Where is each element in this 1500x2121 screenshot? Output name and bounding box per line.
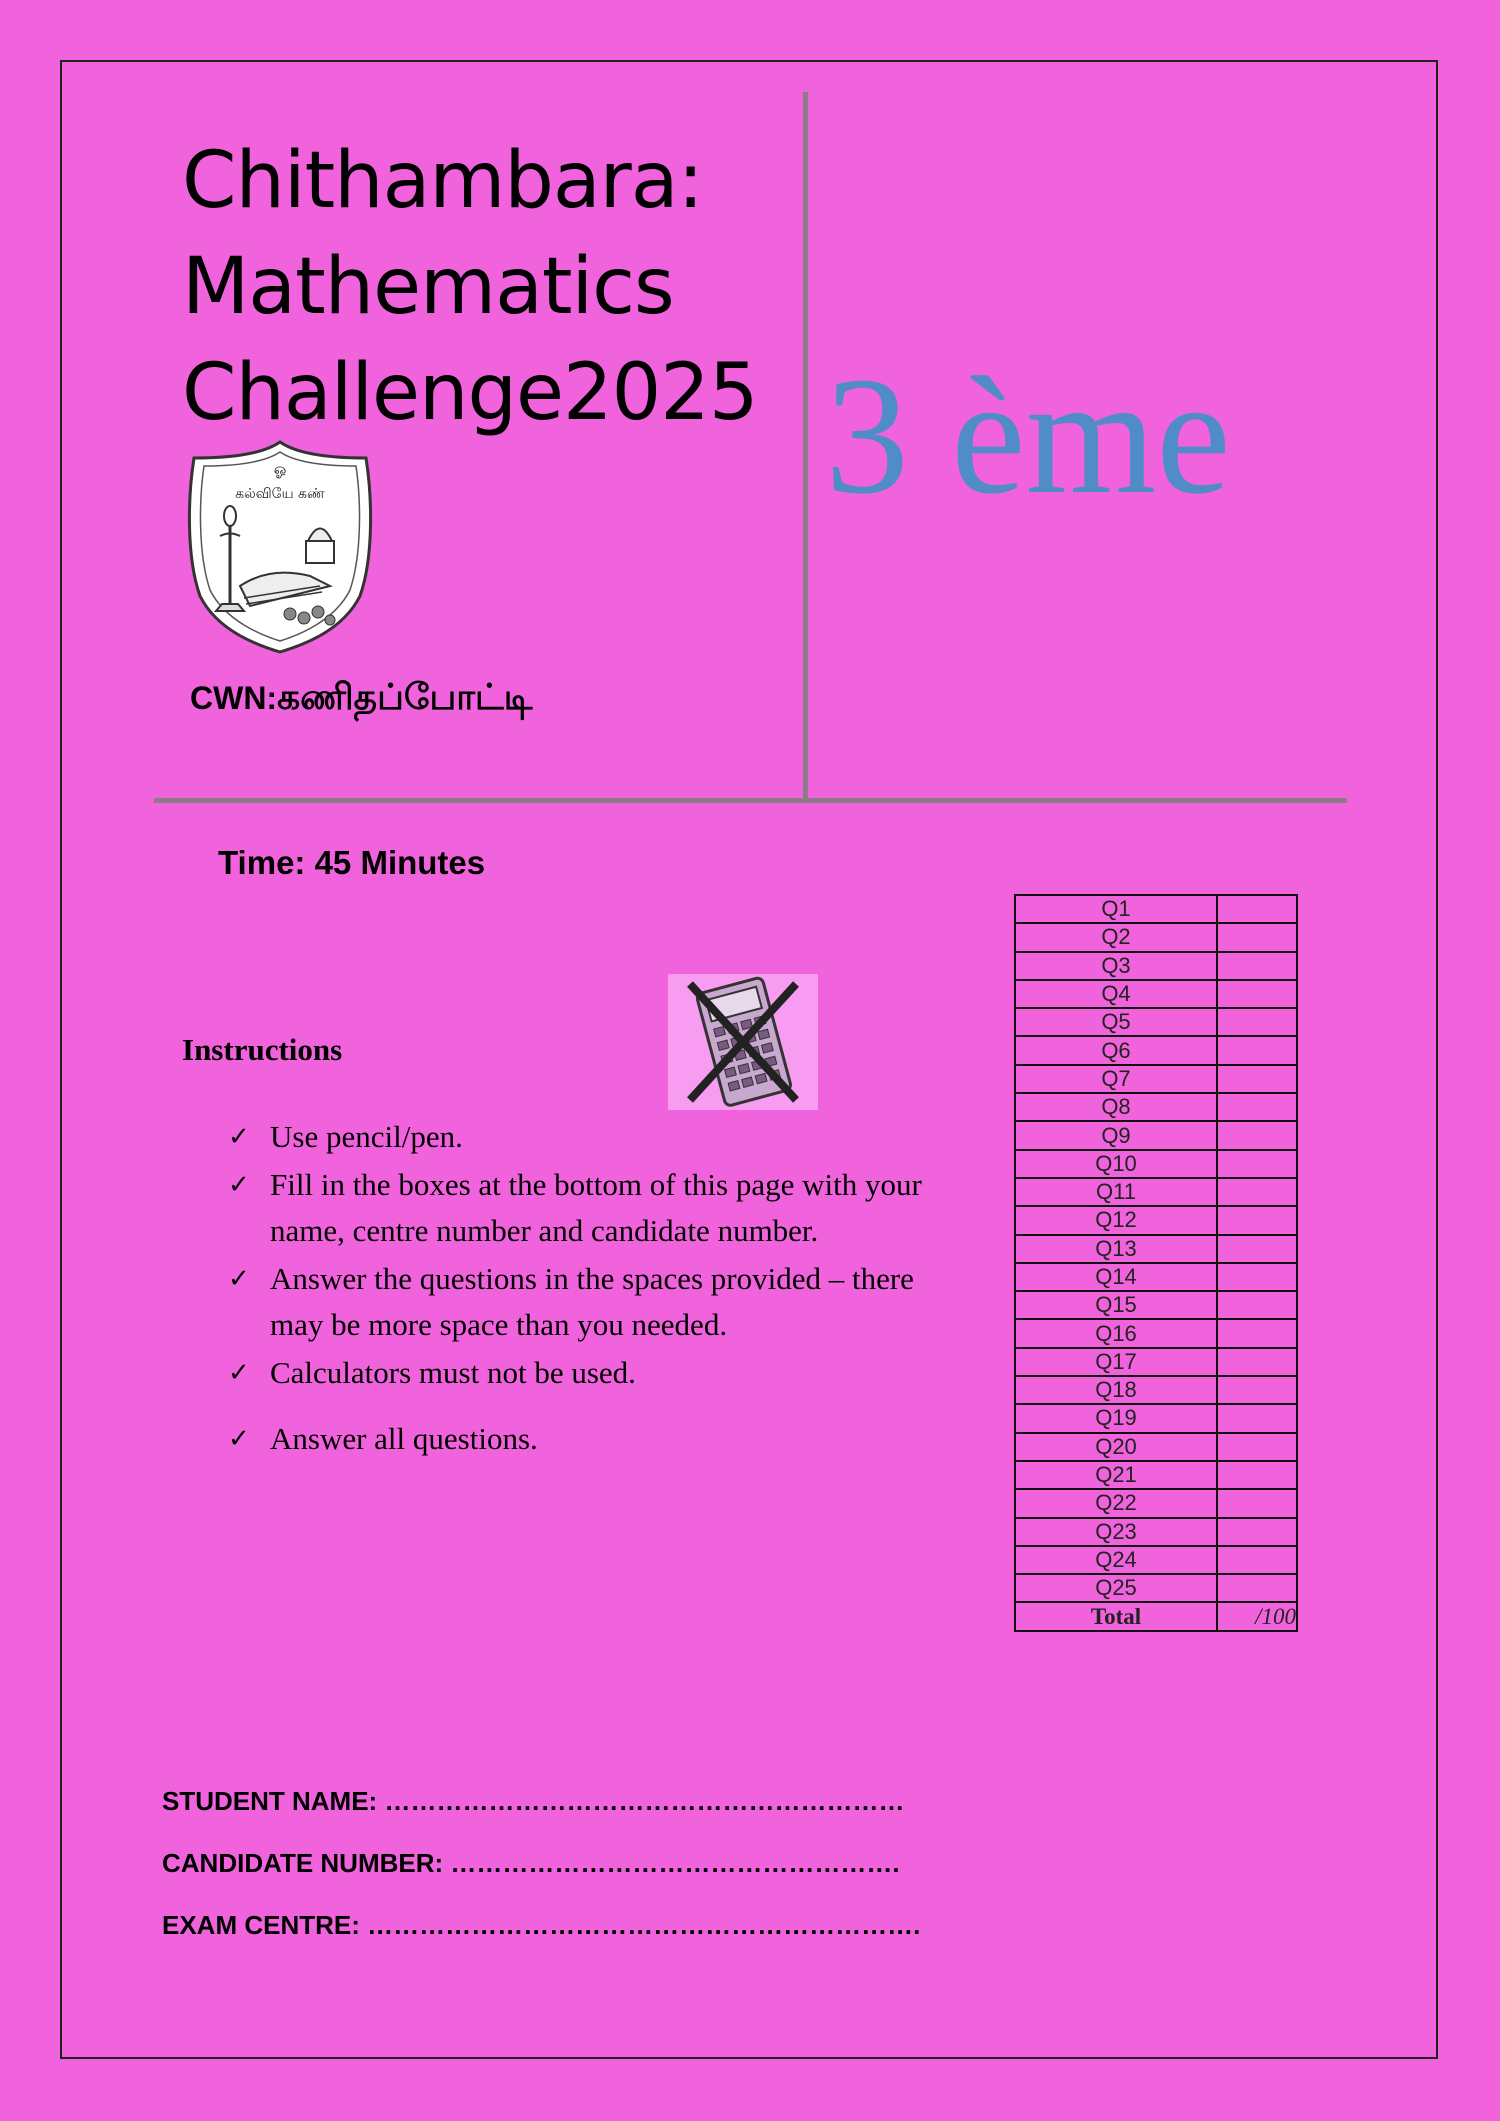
mark-box[interactable] <box>1217 1008 1297 1036</box>
instruction-item: ✓ Answer all questions. <box>228 1416 968 1462</box>
marks-row <box>1015 1376 1297 1404</box>
marks-row <box>1015 1546 1297 1574</box>
mark-box[interactable] <box>1217 1574 1297 1602</box>
question-label: Q21 <box>1015 1461 1217 1489</box>
question-label: Q24 <box>1015 1546 1217 1574</box>
exam-centre-field[interactable] <box>162 1910 920 1941</box>
marks-row <box>1015 1489 1297 1517</box>
marks-row <box>1015 980 1297 1008</box>
title-line-2: Mathematics <box>182 242 674 332</box>
marks-row <box>1015 1093 1297 1121</box>
checkmark-icon: ✓ <box>228 1264 250 1294</box>
cwn-prefix: CWN: <box>190 680 278 716</box>
school-crest-logo <box>180 436 380 656</box>
mark-box[interactable] <box>1217 1404 1297 1432</box>
mark-box[interactable] <box>1217 895 1297 923</box>
question-label: Q20 <box>1015 1433 1217 1461</box>
marks-row <box>1015 1348 1297 1376</box>
svg-text:கல்வியே கண்: கல்வியே கண் <box>235 486 325 502</box>
mark-box[interactable] <box>1217 1036 1297 1064</box>
mark-box[interactable] <box>1217 1546 1297 1574</box>
total-label: Total <box>1015 1602 1217 1630</box>
exam-centre-label: EXAM CENTRE: <box>162 1910 360 1940</box>
question-label: Q17 <box>1015 1348 1217 1376</box>
mark-box[interactable] <box>1217 1235 1297 1263</box>
svg-text:ஓ: ஓ <box>273 460 287 478</box>
marks-row <box>1015 1319 1297 1347</box>
marks-row <box>1015 1206 1297 1234</box>
marks-table <box>1014 894 1298 1632</box>
checkmark-icon: ✓ <box>228 1424 250 1454</box>
mark-box[interactable] <box>1217 1291 1297 1319</box>
cwn-tamil-text: கணிதப்போட்டி <box>277 676 533 717</box>
marks-row <box>1015 1178 1297 1206</box>
instructions-list <box>228 1114 968 1464</box>
question-label: Q14 <box>1015 1263 1217 1291</box>
question-label: Q19 <box>1015 1404 1217 1432</box>
mark-box[interactable] <box>1217 1093 1297 1121</box>
header-horizontal-divider <box>154 798 1347 803</box>
mark-box[interactable] <box>1217 1461 1297 1489</box>
mark-box[interactable] <box>1217 923 1297 951</box>
exam-time: Time: 45 Minutes <box>218 844 486 881</box>
checkmark-icon: ✓ <box>228 1122 250 1152</box>
marks-row <box>1015 1518 1297 1546</box>
checkmark-icon: ✓ <box>228 1358 250 1388</box>
mark-box[interactable] <box>1217 1121 1297 1149</box>
question-label: Q25 <box>1015 1574 1217 1602</box>
marks-total-row <box>1015 1602 1297 1630</box>
question-label: Q22 <box>1015 1489 1217 1517</box>
grade-label: 3 ème <box>825 343 1231 529</box>
header-vertical-divider <box>803 92 808 802</box>
instruction-item: ✓ Use pencil/pen. <box>228 1114 968 1160</box>
mark-box[interactable] <box>1217 1518 1297 1546</box>
marks-row <box>1015 1121 1297 1149</box>
marks-row <box>1015 923 1297 951</box>
student-name-label: STUDENT NAME: <box>162 1786 378 1816</box>
mark-box[interactable] <box>1217 1489 1297 1517</box>
mark-box[interactable] <box>1217 1178 1297 1206</box>
question-label: Q13 <box>1015 1235 1217 1263</box>
mark-box[interactable] <box>1217 1319 1297 1347</box>
candidate-number-line[interactable]: ……………………………………………. <box>450 1848 900 1878</box>
mark-box[interactable] <box>1217 1376 1297 1404</box>
cwn-label <box>190 676 532 723</box>
title-line-3: Challenge2025 <box>182 348 758 438</box>
question-label: Q10 <box>1015 1150 1217 1178</box>
question-label: Q15 <box>1015 1291 1217 1319</box>
question-label: Q3 <box>1015 952 1217 980</box>
instruction-item: ✓ Fill in the boxes at the bottom of this page with your name, centre number and candidate number. <box>228 1162 968 1254</box>
question-label: Q12 <box>1015 1206 1217 1234</box>
mark-box[interactable] <box>1217 1206 1297 1234</box>
mark-box[interactable] <box>1217 1263 1297 1291</box>
title-line-1: Chithambara: <box>182 136 703 226</box>
instructions-heading: Instructions <box>182 1032 343 1067</box>
question-label: Q23 <box>1015 1518 1217 1546</box>
total-value[interactable]: /100 <box>1217 1602 1297 1630</box>
marks-row <box>1015 952 1297 980</box>
checkmark-icon: ✓ <box>228 1170 250 1200</box>
marks-row <box>1015 1263 1297 1291</box>
marks-row <box>1015 1150 1297 1178</box>
student-name-field[interactable] <box>162 1786 904 1817</box>
marks-row <box>1015 1433 1297 1461</box>
exam-centre-line[interactable]: ………………………………………………………. <box>367 1910 921 1940</box>
marks-row <box>1015 1065 1297 1093</box>
mark-box[interactable] <box>1217 1348 1297 1376</box>
mark-box[interactable] <box>1217 1150 1297 1178</box>
mark-box[interactable] <box>1217 1433 1297 1461</box>
student-name-line[interactable]: …………………………………………………… <box>384 1786 905 1816</box>
candidate-number-label: CANDIDATE NUMBER: <box>162 1848 444 1878</box>
question-label: Q11 <box>1015 1178 1217 1206</box>
marks-row <box>1015 1404 1297 1432</box>
marks-row <box>1015 1574 1297 1602</box>
mark-box[interactable] <box>1217 1065 1297 1093</box>
mark-box[interactable] <box>1217 952 1297 980</box>
question-label: Q18 <box>1015 1376 1217 1404</box>
instruction-item: ✓ Calculators must not be used. <box>228 1350 968 1396</box>
question-label: Q7 <box>1015 1065 1217 1093</box>
question-label: Q5 <box>1015 1008 1217 1036</box>
marks-row <box>1015 1008 1297 1036</box>
question-label: Q9 <box>1015 1121 1217 1149</box>
mark-box[interactable] <box>1217 980 1297 1008</box>
marks-row <box>1015 1291 1297 1319</box>
marks-row <box>1015 1235 1297 1263</box>
page-title <box>182 128 802 446</box>
no-calculator-icon <box>668 974 818 1110</box>
question-label: Q2 <box>1015 923 1217 951</box>
question-label: Q4 <box>1015 980 1217 1008</box>
instruction-item: ✓ Answer the questions in the spaces provided – there may be more space than you needed. <box>228 1256 968 1348</box>
candidate-number-field[interactable] <box>162 1848 900 1879</box>
question-label: Q8 <box>1015 1093 1217 1121</box>
question-label: Q6 <box>1015 1036 1217 1064</box>
marks-row <box>1015 1036 1297 1064</box>
question-label: Q16 <box>1015 1319 1217 1347</box>
marks-row <box>1015 895 1297 923</box>
marks-row <box>1015 1461 1297 1489</box>
question-label: Q1 <box>1015 895 1217 923</box>
